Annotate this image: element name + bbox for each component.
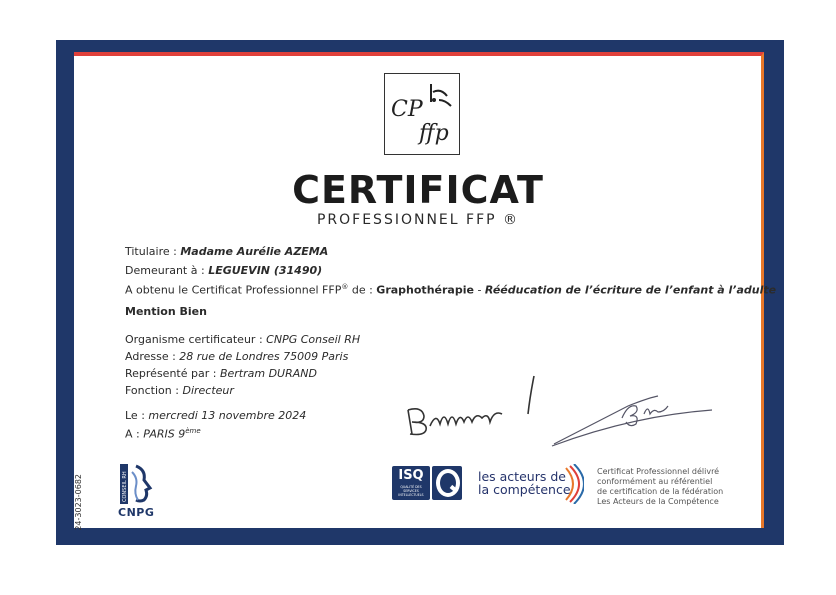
demeurant-label: Demeurant à : [125, 264, 209, 277]
lieu-value: PARIS 9 [143, 427, 186, 441]
signature-durand-icon [400, 370, 550, 440]
obtenu-mid: de : [348, 283, 377, 297]
titulaire-value: Madame Aurélie AZEMA [180, 245, 329, 258]
isq-logo [392, 466, 462, 500]
organisme-label: Organisme certificateur : [125, 333, 267, 346]
acteurs-arcs-icon [562, 464, 584, 504]
obtenu-dash: - [473, 283, 485, 297]
mention: Mention Bien [125, 305, 207, 318]
cp-ffp-logo [384, 73, 460, 155]
isq-tag: QUALITÉ DES SERVICES INTELLECTUELS [398, 485, 424, 497]
certificate-title: CERTIFICAT [292, 168, 544, 212]
titulaire-label: Titulaire : [125, 245, 181, 258]
adresse-line [125, 350, 348, 363]
cert-note-line3: de certification de la fédération [597, 487, 724, 496]
fonction-value: Directeur [182, 384, 234, 397]
logo-cp-text: CP [391, 97, 423, 122]
organisme-line [125, 333, 360, 346]
obtenu-line [125, 283, 776, 297]
acteurs-logo [478, 470, 586, 496]
date-line [125, 409, 306, 422]
cert-note-line4: Les Acteurs de la Compétence [597, 497, 719, 506]
lieu-line [125, 427, 201, 441]
fonction-label: Fonction : [125, 384, 183, 397]
fonction-line [125, 384, 234, 397]
cnpg-name: CNPG [118, 506, 155, 519]
demeurant-line [125, 264, 322, 277]
acteurs-line1: les acteurs de [478, 469, 566, 484]
isq-name: ISQ [398, 468, 424, 483]
cnpg-profile-icon [118, 462, 160, 506]
certification-note [597, 467, 723, 507]
represente-value: Bertram DURAND [219, 367, 317, 380]
cert-note-line2: conformément au référentiel [597, 477, 713, 486]
signature-director-icon [548, 390, 718, 450]
adresse-label: Adresse : [125, 350, 180, 363]
represente-label: Représenté par : [125, 367, 220, 380]
represente-line [125, 367, 317, 380]
cnpg-code: 24-3023-0682 [74, 474, 83, 531]
obtenu-domain: Graphothérapie [376, 283, 474, 297]
certificate-subtitle: PROFESSIONNEL FFP ® [316, 212, 520, 228]
ffp-emblem-icon [385, 74, 461, 156]
date-value: mercredi 13 novembre 2024 [148, 409, 307, 422]
adresse-value: 28 rue de Londres 75009 Paris [179, 350, 349, 363]
obtenu-reg: ® [341, 283, 349, 291]
demeurant-value: LEGUEVIN (31490) [208, 264, 323, 277]
lieu-label: A : [125, 427, 144, 441]
cnpg-logo [118, 462, 160, 520]
cert-note-line1: Certificat Professionnel délivré [597, 467, 720, 476]
isq-q-icon [432, 466, 462, 500]
obtenu-detail: Rééducation de l’écriture de l’enfant à l’adulte [484, 283, 777, 297]
acteurs-line2: la compétence [478, 482, 571, 497]
lieu-sup: ème [185, 427, 201, 435]
titulaire-line [125, 245, 328, 258]
logo-ffp-text: ffp [419, 121, 449, 146]
date-label: Le : [125, 409, 149, 422]
cnpg-sub: CONSEIL RH [122, 471, 128, 502]
organisme-value: CNPG Conseil RH [266, 333, 361, 346]
obtenu-prefix: A obtenu le Certificat Professionnel FFP [125, 283, 342, 297]
